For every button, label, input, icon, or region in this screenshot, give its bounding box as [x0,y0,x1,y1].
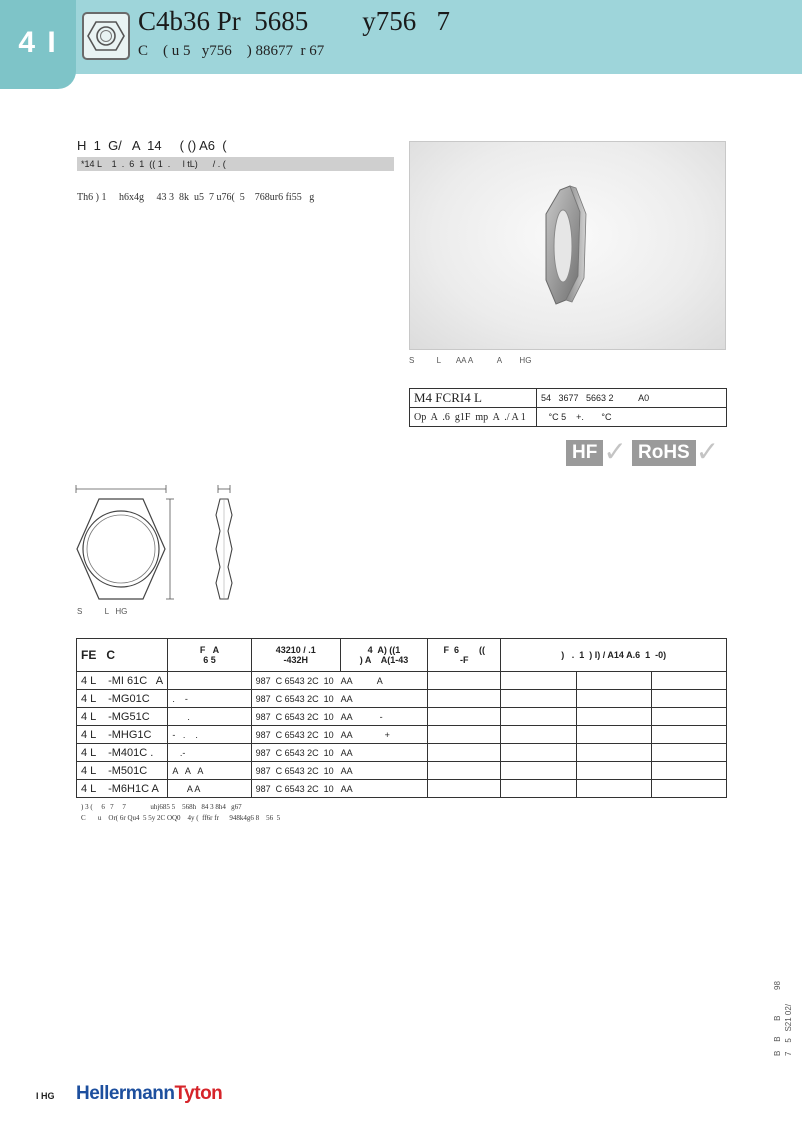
technical-drawing-side [210,485,240,605]
table-cell [501,762,576,780]
table-cell [576,708,651,726]
table-cell: 4 L -M6H1C A [77,780,168,798]
brand-name-part1: Hellermann [76,1083,175,1104]
table-cell: 4 L -M401C . [77,744,168,762]
table-cell: 987 C 6543 2C 10 AA [251,762,428,780]
table-cell: 4 L -M501C [77,762,168,780]
table-cell: 987 C 6543 2C 10 AA [251,780,428,798]
table-cell [428,672,501,690]
table-cell: 987 C 6543 2C 10 AA A [251,672,428,690]
table-cell: A A A [168,762,251,780]
brand-name-part2: Tyton [174,1083,223,1104]
side-meta-code: 98 [773,981,782,990]
table-header-row [77,639,727,672]
table-row [77,762,727,780]
table-cell [576,672,651,690]
table-cell [428,708,501,726]
material-table [409,388,727,427]
page-number: I HG [36,1091,55,1101]
page-subtitle: C ( u 5 y756 ) 88677 r 67 [138,43,325,59]
table-row [77,744,727,762]
footnote: ) 3 ( 6 7 7 uhj685 5 568h 84 3 8h4 g67 [81,803,242,811]
table-cell [576,690,651,708]
table-cell [501,726,576,744]
material-row [410,389,727,408]
table-cell [576,744,651,762]
table-cell: .- [168,744,251,762]
product-photo [409,141,726,350]
table-row [77,726,727,744]
product-heading: H 1 G/ A 14 ( () A6 ( [77,138,227,153]
table-row [77,708,727,726]
temperature-value: °C 5 +. °C [537,408,727,427]
table-cell [651,744,726,762]
product-icon [82,12,130,60]
col-header-dimensions: 4 A) ((1 ) A A(1-43 [340,639,427,672]
table-cell: 4 L -MG51C [77,708,168,726]
table-cell [501,708,576,726]
table-cell [576,780,651,798]
table-cell [168,672,251,690]
rohs-badge: RoHS [632,440,696,466]
page-title: C4b36 Pr 5685 y756 7 [138,6,451,36]
table-cell [651,762,726,780]
table-cell [428,726,501,744]
table-row [77,780,727,798]
photo-caption: S L AA A A HG [409,356,532,365]
rohs-badge-group [632,437,720,468]
check-icon: ✓ [695,437,720,468]
table-cell [576,762,651,780]
table-cell [651,690,726,708]
table-cell [501,690,576,708]
table-cell: - . . [168,726,251,744]
table-cell: 987 C 6543 2C 10 AA + [251,726,428,744]
table-cell [501,672,576,690]
temperature-key: Op A .6 g1F mp A ./ A 1 [410,408,537,427]
table-row [77,672,727,690]
table-cell: 987 C 6543 2C 10 AA - [251,708,428,726]
col-header-size: F A 6 5 [168,639,251,672]
product-bar-text: *14 L 1 . 6 1 (( 1 . l tL) / . ( [81,159,226,169]
table-cell [428,762,501,780]
col-header-material: 43210 / .1 -432H [251,639,340,672]
material-row [410,408,727,427]
table-cell [651,726,726,744]
product-table [76,638,727,798]
table-row [77,690,727,708]
product-bar [77,157,394,171]
table-cell [576,726,651,744]
table-cell: . - [168,690,251,708]
hf-badge-group [566,437,627,468]
table-cell: . [168,708,251,726]
hf-badge: HF [566,440,603,466]
table-cell [651,708,726,726]
table-cell: 4 L -MG01C [77,690,168,708]
table-cell [428,744,501,762]
check-icon: ✓ [603,437,627,468]
technical-drawing-front [74,485,184,605]
table-cell [501,744,576,762]
material-key: M4 FCRI4 L [410,389,537,408]
chapter-code: 4 I [18,26,58,59]
table-cell [651,780,726,798]
table-cell: A A [168,780,251,798]
table-cell [428,690,501,708]
drawing-caption: S L HG [77,607,128,616]
side-meta-label: B B B [773,1015,782,1056]
table-cell: 4 L -MHG1C [77,726,168,744]
table-cell: 987 C 6543 2C 10 AA [251,690,428,708]
table-cell: 987 C 6543 2C 10 AA [251,744,428,762]
table-cell [651,672,726,690]
col-header-thread: F 6 (( -F [428,639,501,672]
brand-logo [76,1083,222,1105]
product-description: Th6 ) 1 h6x4g 43 3 8k u5 7 u76( 5 768ur6 fi55 g [77,192,315,203]
footnote: C u Or( 6r Qu4 5 5y 2C OQ0 4y ( ff6r fr 948k4g6 8 56 5 [81,814,281,822]
col-header-order: ) . 1 ) I) / A14 A.6 1 -0) [501,639,727,672]
table-cell: 4 L -MI 61C A [77,672,168,690]
table-cell [501,780,576,798]
side-meta-date: 7 5 S21 02/ [784,1003,793,1056]
material-value: 54 3677 5663 2 A0 [537,389,727,408]
table-cell [428,780,501,798]
col-header-article: FE C [77,639,168,672]
